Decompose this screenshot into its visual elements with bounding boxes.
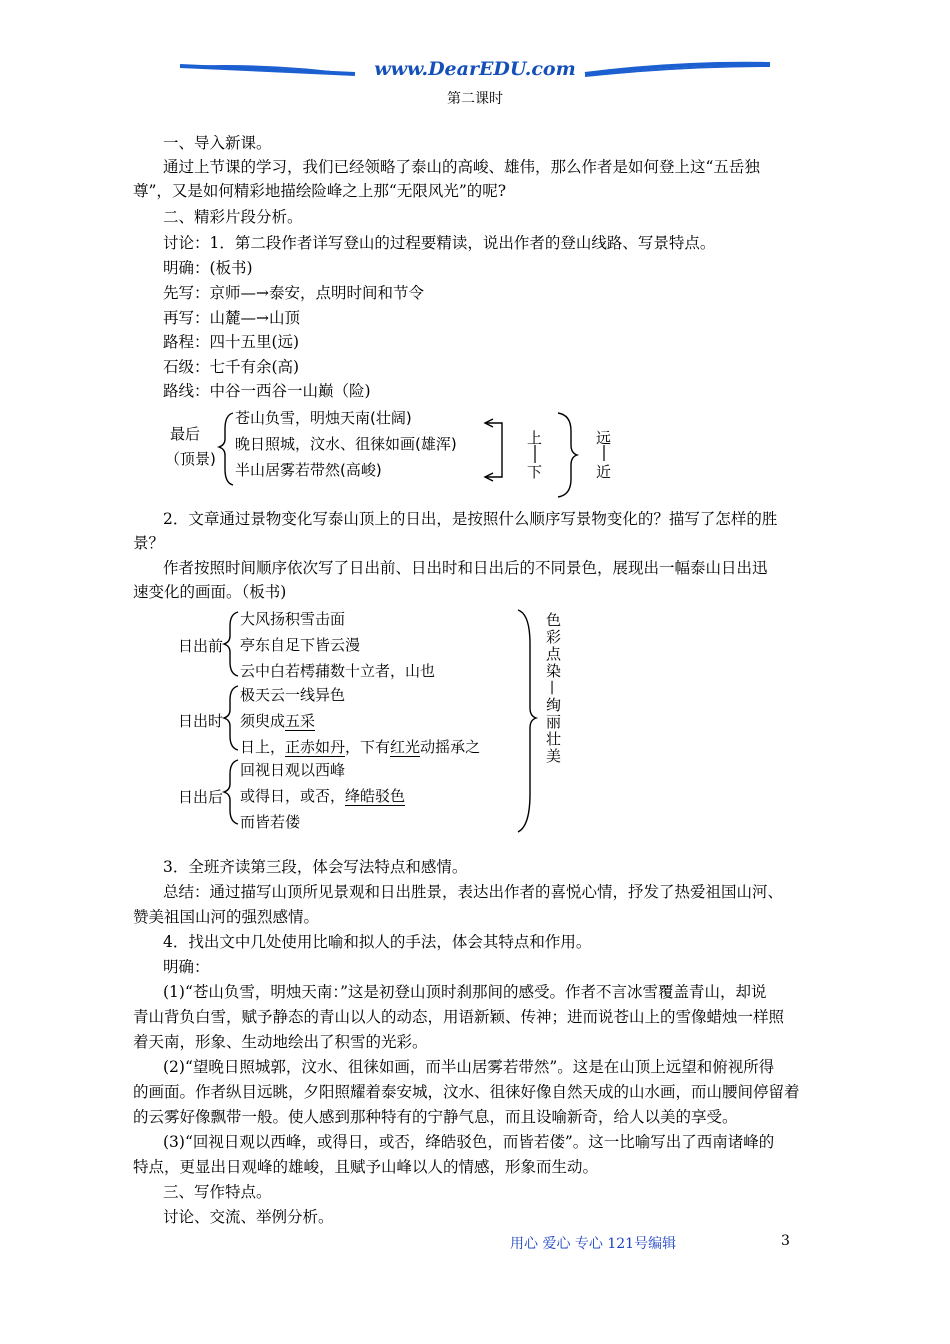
diagram-label: （顶景) bbox=[165, 450, 216, 468]
section-heading-analysis: 二、精彩片段分析。 bbox=[163, 208, 303, 226]
example-2-cont: 的云雾好像飘带一般。使人感到那种特有的宁静气息，而且设喻新奇，给人以美的享受。 bbox=[133, 1108, 738, 1126]
distance-far: 远 bbox=[596, 429, 612, 447]
phase-label-during: 日出时 bbox=[178, 712, 224, 730]
answer-2-cont: 速变化的画面。（板书) bbox=[133, 583, 287, 601]
diagram-item: 极天云一线异色 bbox=[240, 686, 346, 704]
answer-2: 作者按照时间顺序依次写了日出前、日出时和日出后的不同景色，展现出一幅泰山日出迅 bbox=[163, 559, 768, 577]
section-heading-writing: 三、写作特点。 bbox=[163, 1183, 272, 1201]
page-number: 3 bbox=[781, 1233, 790, 1249]
diagram-item: 晚日照城，汶水、徂徕如画(雄浑) bbox=[235, 435, 457, 453]
diagram-item bbox=[240, 710, 315, 731]
underlined-text: 红光 bbox=[390, 738, 421, 756]
route-then: 再写：山麓—→山顶 bbox=[163, 309, 300, 327]
text-span: 须臾成 bbox=[240, 712, 286, 730]
example-3: (3)“回视日观以西峰，或得日，或否，绛皓驳色，而皆若偻”。这一比喻写出了西南诸峰的 bbox=[163, 1133, 775, 1151]
theme-vertical-text: 色彩点染—绚丽壮美 bbox=[544, 612, 562, 765]
writing-discussion: 讨论、交流、举例分析。 bbox=[163, 1208, 334, 1226]
route-steps: 石级：七千有余(高) bbox=[163, 358, 300, 376]
route-first: 先写：京师—→泰安，点明时间和节令 bbox=[163, 284, 424, 302]
example-1: (1)“苍山负雪，明烛天南：”这是初登山顶时刹那间的感受。作者不言冰雪覆盖青山，却说 bbox=[163, 983, 767, 1001]
diagram-label: 最后 bbox=[170, 425, 201, 443]
question-2: 2．文章通过景物变化写泰山顶上的日出，是按照什么顺序写景物变化的？描写了怎样的胜 bbox=[163, 510, 778, 528]
example-1-cont: 着天南，形象、生动地绘出了积雪的光彩。 bbox=[133, 1033, 428, 1051]
diagram-item: 云中白若樗蒱数十立者，山也 bbox=[240, 662, 436, 680]
lesson-title: 第二课时 bbox=[447, 91, 503, 107]
diagram-item: 而皆若偻 bbox=[240, 813, 301, 831]
example-3-cont: 特点，更显出日观峰的雄峻，且赋予山峰以人的情感，形象而生动。 bbox=[133, 1158, 599, 1176]
example-2: (2)“望晚日照城郭，汶水、徂徕如画，而半山居雾若带然”。这是在山顶上远望和俯视所得 bbox=[163, 1058, 775, 1076]
answer-label: 明确：(板书) bbox=[163, 259, 253, 277]
diagram-item: 亭东自足下皆云漫 bbox=[240, 636, 361, 654]
distance-near: 近 bbox=[596, 463, 612, 481]
sunrise-diagram bbox=[170, 604, 590, 840]
summary-cont: 赞美祖国山河的强烈感情。 bbox=[133, 908, 320, 926]
example-2-cont: 的画面。作者纵目远眺，夕阳照耀着泰安城，汶水、徂徕好像自然天成的山水画，而山腰间停留着 bbox=[133, 1083, 800, 1101]
diagram-item bbox=[240, 785, 405, 806]
text-span: ，下有 bbox=[345, 738, 391, 756]
phase-label-after: 日出后 bbox=[178, 788, 224, 806]
direction-up: 上 bbox=[527, 429, 543, 447]
summit-view-diagram bbox=[163, 405, 623, 500]
section-heading-intro: 一、导入新课。 bbox=[163, 134, 272, 152]
question-2-cont: 景？ bbox=[133, 534, 165, 552]
text-span: 日上， bbox=[240, 738, 286, 756]
underlined-text: 五采 bbox=[285, 712, 316, 730]
text-span: 动摇承之 bbox=[420, 738, 481, 756]
question-3: 3．全班齐读第三段，体会写法特点和感情。 bbox=[163, 858, 468, 876]
route-distance: 路程：四十五里(远) bbox=[163, 333, 300, 351]
diagram-item bbox=[240, 736, 480, 757]
diagram-item: 苍山负雪，明烛天南(壮阔) bbox=[235, 409, 412, 427]
answer-label: 明确： bbox=[163, 958, 210, 976]
direction-down: 下 bbox=[527, 463, 543, 481]
site-name: www.DearEDU.com bbox=[374, 58, 576, 80]
summary: 总结：通过描写山顶所见景观和日出胜景，表达出作者的喜悦心情，抒发了热爱祖国山河、 bbox=[163, 883, 784, 901]
footer-text: 用心 爱心 专心 121号编辑 bbox=[510, 1236, 677, 1252]
diagram-item: 回视日观以西峰 bbox=[240, 761, 346, 779]
underlined-text: 正赤如丹 bbox=[285, 738, 346, 756]
diagram-item: 大风扬积雪击面 bbox=[240, 610, 346, 628]
intro-paragraph-line: 通过上节课的学习，我们已经领略了泰山的高峻、雄伟，那么作者是如何登上这“五岳独 bbox=[163, 158, 760, 176]
underlined-text: 绛皓驳色 bbox=[345, 787, 406, 805]
question-1: 讨论：1．第二段作者详写登山的过程要精读，说出作者的登山线路、写景特点。 bbox=[163, 234, 716, 252]
text-span: 或得日，或否， bbox=[240, 787, 346, 805]
site-logo bbox=[180, 54, 770, 90]
example-1-cont: 青山背负白雪，赋予静态的青山以人的动态，用语新颖、传神；进而说苍山上的雪像蜡烛一样照 bbox=[133, 1008, 785, 1026]
route-path: 路线：中谷一西谷一山巅（险) bbox=[163, 382, 371, 400]
phase-label-before: 日出前 bbox=[178, 637, 224, 655]
question-4: 4．找出文中几处使用比喻和拟人的手法，体会其特点和作用。 bbox=[163, 933, 592, 951]
intro-paragraph-line: 尊”，又是如何精彩地描绘险峰之上那“无限风光”的呢? bbox=[133, 182, 507, 200]
diagram-item: 半山居雾若带然(高峻) bbox=[235, 461, 382, 479]
